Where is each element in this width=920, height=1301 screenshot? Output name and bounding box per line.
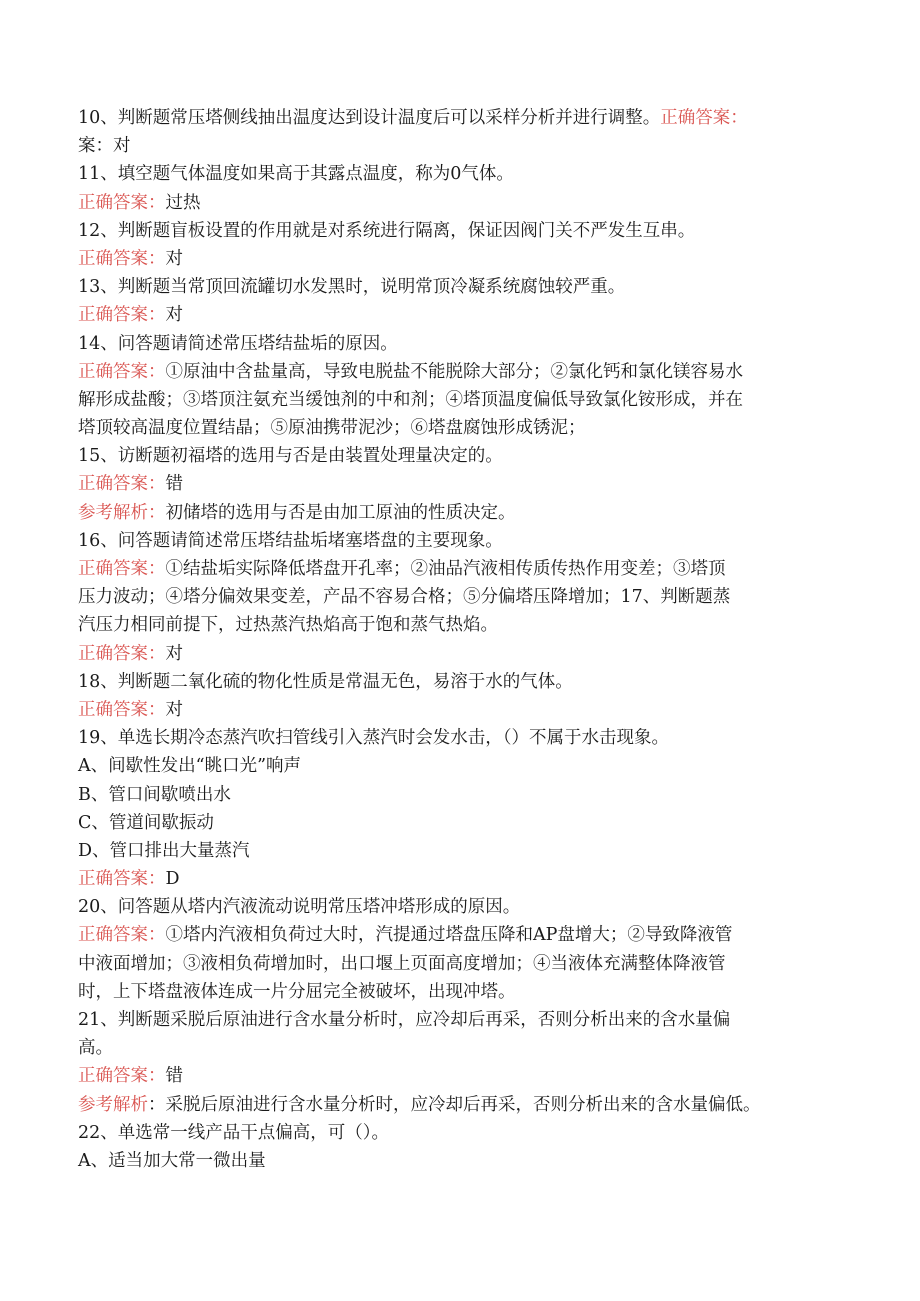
q10-line-1: 10、判断题常压塔侧线抽出温度达到设计温度后可以采样分析并进行调整。正确答案：	[78, 108, 748, 128]
q21-analysis: 参考解析：采脱后原油进行含水量分析时，应冷却后再采，否则分析出来的含水量偏低。	[78, 1094, 761, 1115]
q22-question: 22、单选常一线产品干点偏高，可（）。	[78, 1122, 390, 1143]
q19-answer: 正确答案：D	[78, 869, 180, 890]
q17-answer: 正确答案：对	[78, 643, 183, 664]
q21-question-1: 21、判断题采脱后原油进行含水量分析时，应冷却后再采，否则分析出来的含水量偏	[78, 1010, 731, 1030]
q20-answer-1: 正确答案：①塔内汽液相负荷过大时，汽提通过塔盘压降和AP盘增大；②导致降液管	[78, 925, 733, 946]
q20-question: 20、问答题从塔内汽液流动说明常压塔冲塔形成的原因。	[78, 897, 521, 918]
answer-label: 正确答案：	[78, 305, 166, 326]
q13-question: 13、判断题当常顶回流罐切水发黑时，说明常顶冷凝系统腐蚀较严重。	[78, 277, 626, 298]
q13-answer: 正确答案：对	[78, 305, 183, 326]
q19-option-d: D、管口排出大量蒸汽	[78, 840, 250, 861]
q15-question: 15、访断题初福塔的选用与否是由装置处理量决定的。	[78, 446, 503, 467]
answer-label: 正确答案：	[78, 192, 166, 213]
analysis-label: 参考解析：	[78, 502, 166, 523]
q15-analysis: 参考解析：初储塔的选用与否是由加工原油的性质决定。	[78, 502, 516, 523]
analysis-label: 参考解析	[78, 1094, 148, 1115]
q16-question: 16、问答题请简述常压塔结盐垢堵塞塔盘的主要现象。	[78, 530, 503, 551]
q14-answer-3: 塔顶较高温度位置结晶；⑤原油携带泥沙；⑥塔盘腐蚀形成锈泥；	[78, 418, 586, 439]
q12-question: 12、判断题盲板设置的作用就是对系统进行隔离，保证因阀门关不严发生互串。	[78, 220, 696, 241]
q18-question: 18、判断题二氧化硫的物化性质是常温无色，易溶于水的气体。	[78, 671, 573, 692]
document-page	[78, 104, 838, 1175]
q20-answer-3: 时，上下塔盘液体连成一片分屈完全被破坏，出现冲塔。	[78, 981, 516, 1002]
q10-line-2: 案：对	[78, 136, 131, 157]
q21-answer: 正确答案：错	[78, 1066, 183, 1087]
q19-option-b: B、管口间歇喷出水	[78, 784, 231, 805]
answer-label: 正确答案：	[78, 474, 166, 495]
q17-question: 汽压力相同前提下，过热蒸汽热焰高于饱和蒸气热焰。	[78, 615, 498, 636]
q15-answer: 正确答案：错	[78, 474, 183, 495]
q16-answer-1: 正确答案：①结盐垢实际降低塔盘开孔率；②油品汽液相传质传热作用变差；③塔顶	[78, 559, 726, 579]
answer-label: 正确答案：	[78, 361, 166, 382]
answer-label: 正确答案：	[660, 108, 748, 128]
answer-label: 正确答案：	[78, 699, 166, 720]
answer-label: 正确答案：	[78, 925, 166, 946]
q16-answer-2: 压力波动；④塔分偏效果变差，产品不容易合格；⑤分偏塔压降增加；17、判断题蒸	[78, 587, 731, 608]
q18-answer: 正确答案：对	[78, 699, 183, 720]
q19-question: 19、单选长期冷态蒸汽吹扫管线引入蒸汽时会发水击，（）不属于水击现象。	[78, 728, 670, 749]
q14-answer-1: 正确答案：①原油中含盐量高，导致电脱盐不能脱除大部分；②氯化钙和氯化镁容易水	[78, 361, 743, 382]
answer-label: 正确答案：	[78, 1066, 166, 1087]
q20-answer-2: 中液面增加；③液相负荷增加时，出口堰上页面高度增加；④当液体充满整体降液管	[78, 953, 726, 974]
answer-label: 正确答案：	[78, 643, 166, 664]
q11-answer: 正确答案：过热	[78, 192, 201, 213]
q14-answer-2: 解形成盐酸；③塔顶注氨充当缓蚀剂的中和剂；④塔顶温度偏低导致氯化铵形成，并在	[78, 389, 743, 410]
answer-label: 正确答案：	[78, 559, 166, 579]
q14-question: 14、问答题请简述常压塔结盐垢的原因。	[78, 333, 398, 354]
q22-option-a: A、适当加大常一微出量	[78, 1150, 266, 1171]
q12-answer: 正确答案：对	[78, 248, 183, 269]
q19-option-a: A、间歇性发出“眺口光”响声	[78, 756, 302, 777]
answer-label: 正确答案：	[78, 869, 166, 890]
q19-option-c: C、管道间歇振动	[78, 812, 214, 833]
answer-label: 正确答案：	[78, 248, 166, 269]
q21-question-2: 高。	[78, 1038, 113, 1059]
q11-question: 11、填空题气体温度如果高于其露点温度，称为0气体。	[78, 164, 514, 185]
